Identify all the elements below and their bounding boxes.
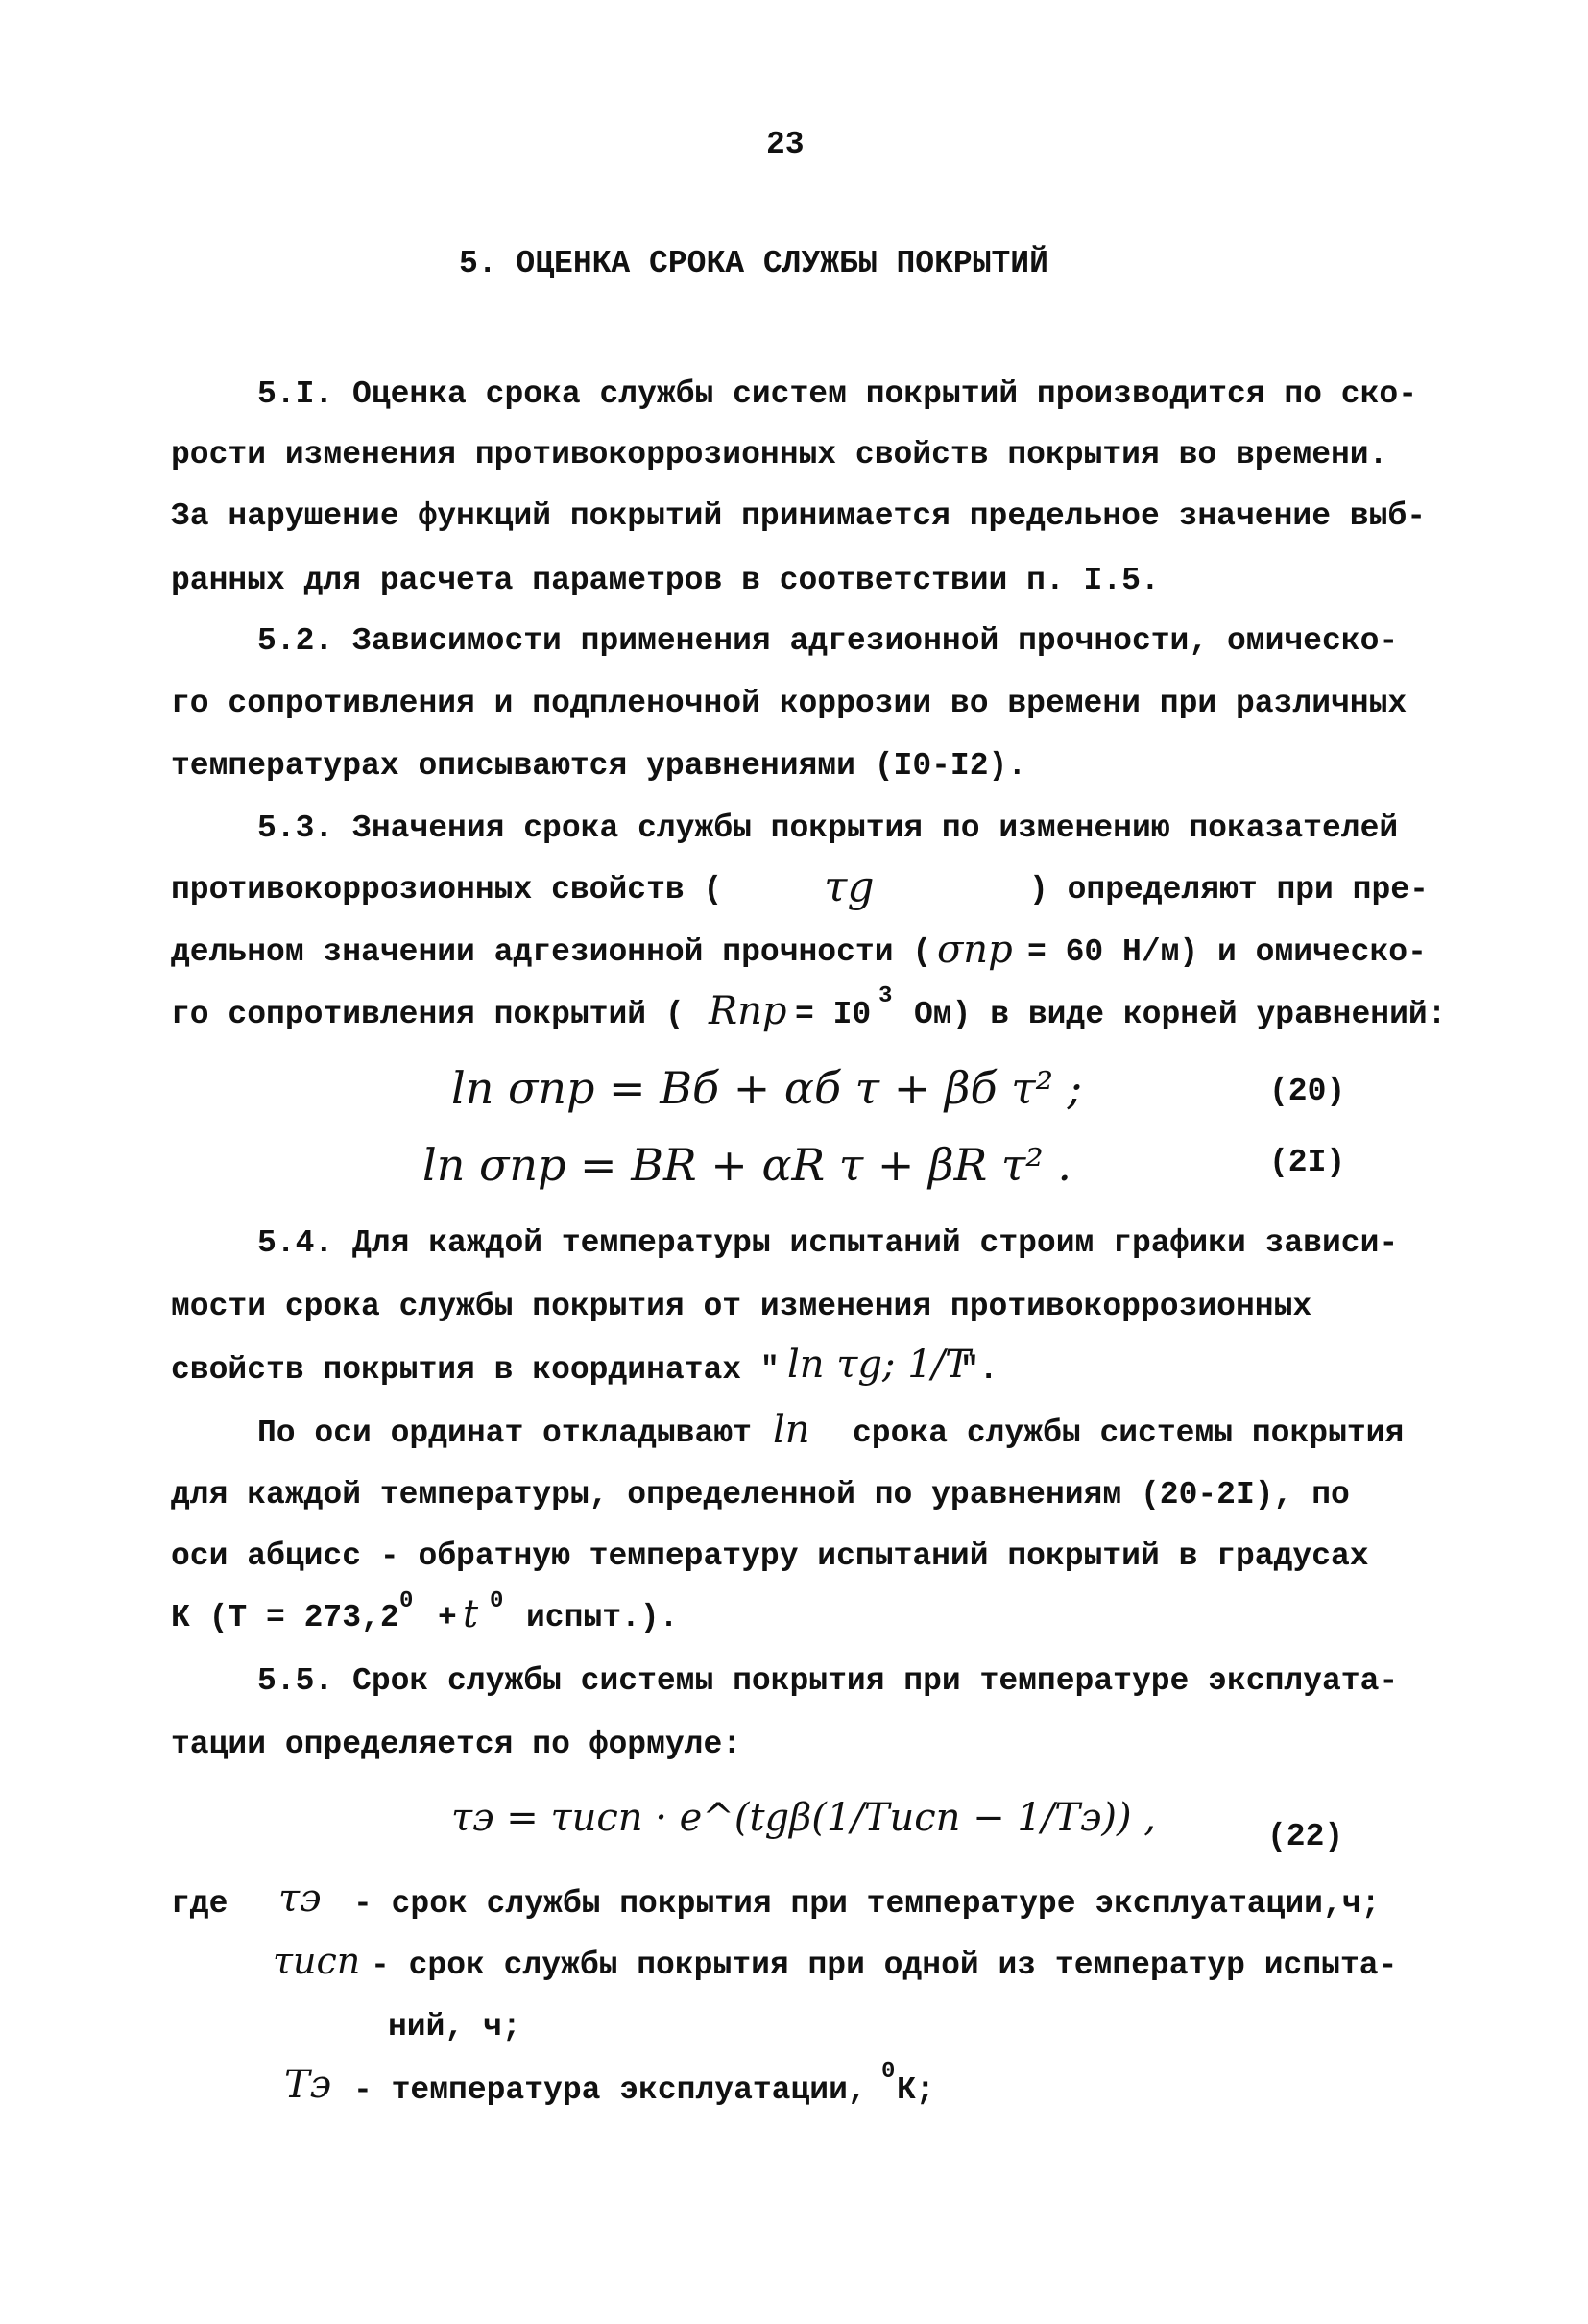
sigma-pr-symbol: σпр bbox=[937, 928, 1013, 972]
para-5-2-line-3: температурах описываются уравнениями (I0-I2). bbox=[171, 748, 1027, 784]
para-5-4-p2-line-3: оси абцисс - обратную температуру испытаний покрытий в градусах bbox=[171, 1538, 1369, 1574]
para-5-1-line-1: 5.I. Оценка срока службы систем покрытий производится по ско- bbox=[257, 376, 1417, 412]
para-5-4-line-2: мости срока службы покрытия от изменения противокоррозионных bbox=[171, 1289, 1312, 1324]
para-5-1-line-2: рости изменения противокоррозионных свойств покрытия во времени. bbox=[171, 437, 1388, 472]
para-5-4-line-1: 5.4. Для каждой температуры испытаний строим графики зависи- bbox=[257, 1225, 1399, 1261]
para-5-1-line-4: ранных для расчета параметров в соответствии п. I.5. bbox=[171, 563, 1160, 598]
para-5-4-line-3-start: свойств покрытия в координатах " bbox=[171, 1352, 780, 1388]
where-item-3-sup: 0 bbox=[881, 2059, 896, 2085]
para-5-4-p2-line-2: для каждой температуры, определенной по уравнениям (20-2I), по bbox=[171, 1477, 1350, 1513]
para-5-3-line-2-end: ) определяют при пре- bbox=[1029, 872, 1429, 908]
equation-20-number: (20) bbox=[1269, 1074, 1346, 1109]
where-item-3-text: - температура эксплуатации, bbox=[353, 2072, 867, 2108]
r-pr-symbol: Rпр bbox=[709, 989, 787, 1033]
ln-tau-coordinates: ln τg; 1/T bbox=[787, 1343, 971, 1387]
para-5-1-line-3: За нарушение функций покрытий принимается предельное значение выб- bbox=[171, 498, 1427, 534]
equation-21: ln σпр = BR + αR τ + βR τ² . bbox=[422, 1139, 1071, 1191]
where-label: где bbox=[171, 1886, 229, 1922]
ln-symbol: ln bbox=[773, 1408, 810, 1452]
t-symbol: t bbox=[463, 1592, 479, 1636]
where-item-1-symbol: τэ bbox=[278, 1876, 322, 1921]
para-5-3-line-2-start: противокоррозионных свойств ( bbox=[171, 872, 723, 908]
where-item-3-symbol: Tэ bbox=[284, 2063, 332, 2107]
where-item-2-text-cont: ний, ч; bbox=[388, 2009, 521, 2045]
para-5-4-p2-line-4-end: испыт.). bbox=[526, 1600, 679, 1635]
where-item-1-text: - срок службы покрытия при температуре эксплуатации,ч; bbox=[353, 1886, 1381, 1922]
para-5-4-p2-line-4-plus: + bbox=[438, 1600, 457, 1635]
section-title: 5. ОЦЕНКА СРОКА СЛУЖБЫ ПОКРЫТИЙ bbox=[459, 246, 1048, 281]
formula-22-number: (22) bbox=[1267, 1819, 1344, 1854]
para-5-3-line-3-start: дельном значении адгезионной прочности ( bbox=[171, 934, 932, 970]
equation-20: ln σпр = Bб + αб τ + βб τ² ; bbox=[451, 1062, 1083, 1114]
para-5-4-line-3-end: ". bbox=[960, 1352, 999, 1388]
para-5-3-line-1: 5.3. Значения срока службы покрытия по изменению показателей bbox=[257, 811, 1399, 846]
para-5-5-line-1: 5.5. Срок службы системы покрытия при температуре эксплуата- bbox=[257, 1663, 1399, 1699]
degree-sup-1: 0 bbox=[399, 1588, 414, 1614]
para-5-5-line-2: тации определяется по формуле: bbox=[171, 1727, 742, 1762]
degree-sup-2: 0 bbox=[490, 1588, 504, 1614]
para-5-3-line-4-end: Ом) в виде корней уравнений: bbox=[914, 997, 1447, 1032]
para-5-3-line-3-end: = 60 Н/м) и омическо- bbox=[1027, 934, 1427, 970]
page-number: 23 bbox=[766, 127, 805, 162]
para-5-3-line-4-start: го сопротивления покрытий ( bbox=[171, 997, 685, 1032]
where-item-2-text: - срок службы покрытия при одной из температур испыта- bbox=[371, 1948, 1398, 1983]
formula-22: τэ = τисп · e^(tgβ(1/Tисп − 1/Tэ)) , bbox=[451, 1796, 1157, 1840]
where-item-2-symbol: τисп bbox=[273, 1940, 361, 1982]
para-5-2-line-2: го сопротивления и подпленочной коррозии во времени при различных bbox=[171, 686, 1408, 721]
para-5-4-p2-line-4-start: К (Т = 273,2 bbox=[171, 1600, 399, 1635]
para-5-4-p2-line-1-end: срока службы системы покрытия bbox=[853, 1416, 1405, 1451]
para-5-4-p2-line-1-start: По оси ординат откладывают bbox=[257, 1416, 752, 1451]
para-5-3-line-4-mid: = I0 bbox=[795, 997, 872, 1032]
where-item-3-unit: К; bbox=[897, 2072, 935, 2108]
equation-21-number: (2I) bbox=[1269, 1145, 1346, 1180]
para-5-3-line-4-sup: 3 bbox=[878, 983, 893, 1009]
tau-g-symbol: τg bbox=[824, 862, 875, 911]
para-5-2-line-1: 5.2. Зависимости применения адгезионной прочности, омическо- bbox=[257, 623, 1399, 659]
